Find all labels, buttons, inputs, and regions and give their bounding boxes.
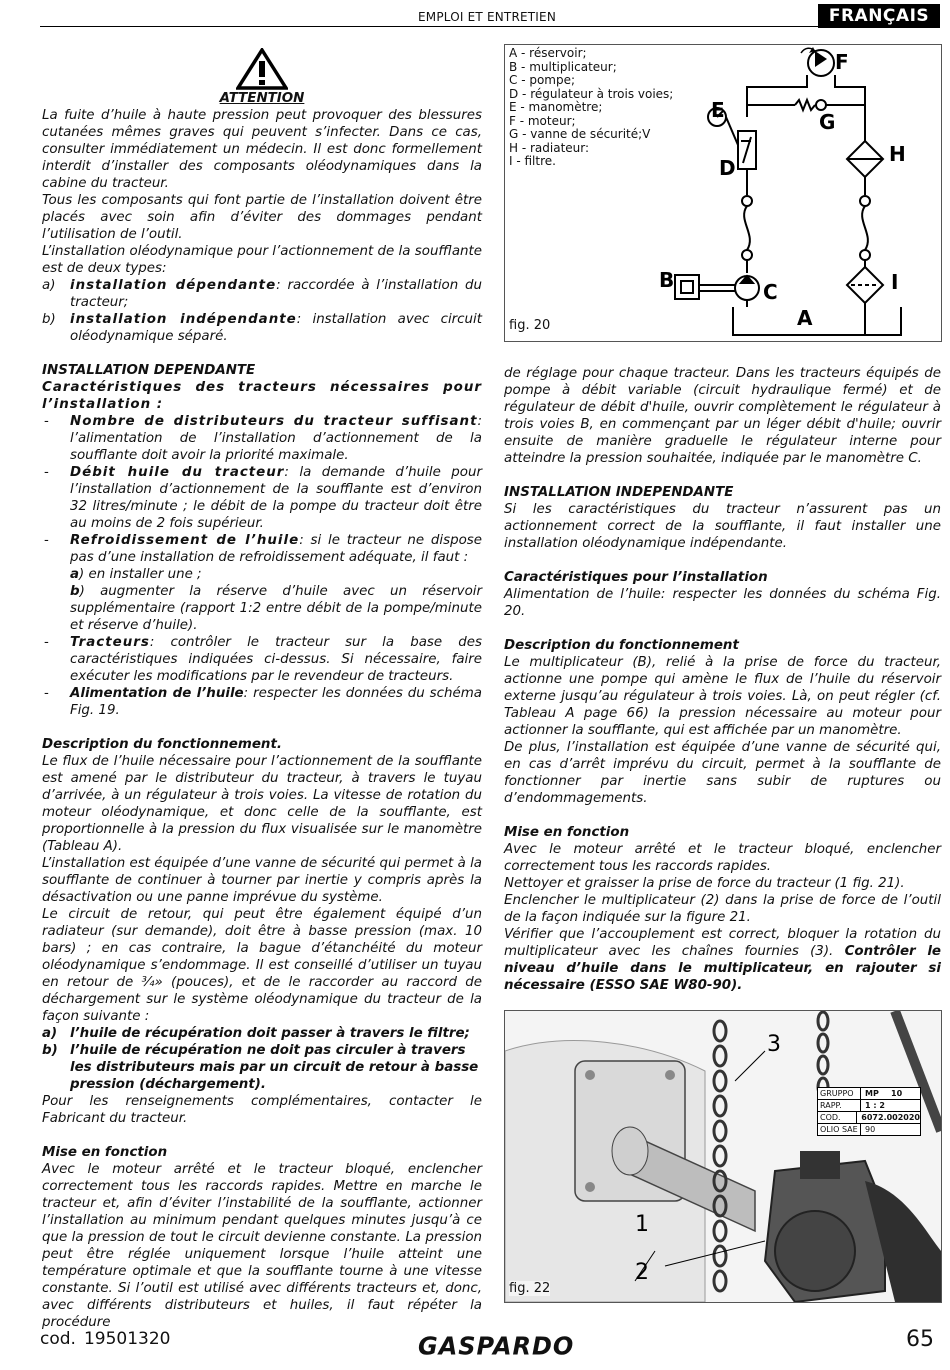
- callout-1: 1: [635, 1212, 649, 1237]
- mise-p4-text: Vérifier que l’accouplement est correct, bloquer la rotation du multiplicateur avec les chaînes fournies (3).: [504, 927, 941, 959]
- figure-22-photo: [504, 1010, 942, 1303]
- label-F: F: [835, 50, 849, 74]
- item2-bold: Débit huile du tracteur: [70, 465, 285, 480]
- right-mise-paragraph-2: Nettoyer et graisser la prise de force du tracteur (1 fig. 21).: [504, 876, 905, 891]
- right-desc-paragraph-2: De plus, l’installation est équipée d’une vanne de sécurité qui, en cas d’arrêt imprévu du circuit, permet à la soufflante de fonctionner par inertie sans subir de ruptures ou d’endommagements.: [504, 740, 941, 806]
- return-rule-b: [42, 1042, 482, 1093]
- rule-a-mark: a): [42, 1026, 58, 1041]
- plate-key: OLIO SAE: [818, 1124, 861, 1135]
- rule-b-mark: b): [42, 1043, 58, 1058]
- legend-item: A - réservoir;: [509, 46, 587, 60]
- item2-text: : la demande d’huile pour l’installation d’actionnement de la soufflante est d’environ 32 litres/minute ; le débit de la pompe du tracteur doit être au moins de 2 fois supérieur.: [70, 465, 482, 531]
- plate-value: 6072.002020: [861, 1113, 920, 1122]
- type-b-text: : installation avec circuit oléodynamique séparé.: [70, 312, 482, 344]
- dash-mark: -: [44, 635, 49, 650]
- label-G: G: [819, 110, 836, 134]
- desc-paragraph-2: L’installation est équipée d’une vanne de sécurité qui permet à la soufflante de continuer à tourner par inertie y compris après la désactivation ou une panne imprévue du système.: [42, 856, 482, 905]
- continued-paragraph: de réglage pour chaque tracteur. Dans les tracteurs équipés de pompe à débit variable (circuit hydraulique fermé) et de régulateur de débit d'huile, ouvrir complètement le régulateur à trois voies B, en commençant par un léger débit d'huile; ouvrir ensuite de manière graduelle le régulateur interne pour atteindre la pression souhaitée, indiquée par le manomètre C.: [504, 366, 941, 466]
- cod-label: cod.: [40, 1329, 76, 1349]
- legend-item: H - radiateur:: [509, 140, 590, 155]
- plate-value: 90: [865, 1125, 876, 1134]
- dep-item-2: [42, 464, 482, 532]
- legend-item: G - vanne de sécurité;V: [509, 127, 651, 141]
- nameplate: [817, 1087, 921, 1136]
- right-mise-paragraph-4: [504, 926, 941, 994]
- plate-key: GRUPPO: [818, 1088, 861, 1099]
- right-mise-paragraph-1: Avec le moteur arrêté et le tracteur bloqué, enclencher correctement tous les raccords rapides.: [504, 842, 941, 874]
- plate-value: 1 : 2: [865, 1101, 885, 1110]
- header-rule: [40, 26, 940, 27]
- label-D: D: [719, 156, 736, 180]
- dash-mark: -: [44, 533, 49, 548]
- callout-2: 2: [635, 1260, 649, 1285]
- dep-item-1: [42, 413, 482, 464]
- item5-bold: Alimentation de l’huile: [70, 686, 244, 701]
- plate-key: RAPP.: [818, 1100, 861, 1111]
- item3b-text: ) augmenter la réserve d’huile avec un réservoir supplémentaire (rapport 1:2 entre débit de la pompe/minute et réserve d’huile).: [70, 584, 482, 633]
- warning-triangle-icon: [236, 48, 288, 90]
- dash-mark: -: [44, 414, 49, 429]
- cod-value: 19501320: [83, 1329, 171, 1349]
- dep-title: INSTALLATION DEPENDANTE: [42, 363, 256, 378]
- figure-20-hydraulic-schematic: [504, 44, 942, 342]
- dash-mark: -: [44, 465, 49, 480]
- warning-block: [42, 48, 482, 107]
- legend-item: B - multiplicateur;: [509, 59, 617, 74]
- figure-20-caption: fig. 20: [509, 318, 551, 333]
- item1-bold: Nombre de distributeurs du tracteur suffisant: [70, 414, 478, 429]
- warning-paragraph-2: Tous les composants qui font partie de l’installation doivent être placés avec soin afin d’éviter des dommages pendant l’utilisation de l’outil.: [42, 193, 482, 242]
- item1-text: : l’alimentation de l’installation d’actionnement de la soufflante doit avoir la priorité maximale.: [70, 414, 482, 463]
- intro-paragraph: L’installation oléodynamique pour l’actionnement de la soufflante est de deux types:: [42, 244, 482, 276]
- page-number: 65: [906, 1327, 934, 1352]
- type-a-bold: installation dépendante: [70, 278, 277, 293]
- type-a-text: : raccordée à l’installation du tracteur;: [70, 278, 482, 310]
- rule-a-text: l’huile de récupération doit passer à travers le filtre;: [70, 1026, 470, 1041]
- nameplate-row: [818, 1088, 920, 1100]
- plate-value: MP: [865, 1089, 879, 1098]
- rule-b-text: l’huile de récupération ne doit pas circuler à travers les distributeurs mais par un circuit de retour à basse pression (déchargement).: [70, 1043, 479, 1092]
- label-E: E: [711, 98, 725, 122]
- dash-mark: -: [44, 686, 49, 701]
- nameplate-row: [818, 1100, 920, 1112]
- type-b-bold: installation indépendante: [70, 312, 297, 327]
- item3a-mark: a: [70, 567, 80, 582]
- type-a-item: [42, 277, 482, 311]
- right-mise-paragraph-3: Enclencher le multiplicateur (2) dans la prise de force de l’outil de la façon indiquée sur la figure 21.: [504, 893, 941, 925]
- mise-paragraph: Avec le moteur arrêté et le tracteur bloqué, enclencher correctement tous les raccords rapides. Mettre en marche le tracteur et, afin d’éviter l’instabilité de la soufflante, actionner l’installation au minimum pendant quelques minutes jusqu’à ce que la pression de tout le circuit devienne constante. La pression peut être réglée uniquement lorsque l’huile atteint une température optimale et que la soufflante tourne à une vitesse constante. Si l’outil est utilisé avec différents tracteurs et, donc, avec différents distributeurs et huiles, il faut répéter la procédure: [42, 1162, 482, 1330]
- indep-title: INSTALLATION INDEPENDANTE: [504, 485, 734, 500]
- label-A: A: [797, 306, 813, 330]
- right-mise-title: Mise en fonction: [504, 825, 630, 840]
- document-code: [40, 1329, 170, 1349]
- return-rule-a: [42, 1025, 482, 1042]
- item3b-mark: b: [70, 584, 80, 599]
- dep-item-5: [42, 685, 482, 719]
- item3-bold: Refroidissement de l’huile: [70, 533, 300, 548]
- running-header: EMPLOI ET ENTRETIEN: [418, 10, 556, 24]
- label-I: I: [891, 270, 899, 294]
- warning-title: ATTENTION: [219, 91, 305, 106]
- nameplate-row: [818, 1124, 920, 1135]
- indep-paragraph: Si les caractéristiques du tracteur n’assurent pas un actionnement correct de la soufflante, il faut installer une installation oléodynamique indépendante.: [504, 502, 941, 551]
- figure-22-caption: fig. 22: [509, 1281, 551, 1296]
- type-b-item: [42, 311, 482, 345]
- mise-title: Mise en fonction: [42, 1145, 168, 1160]
- left-column: [42, 48, 482, 1331]
- item4-bold: Tracteurs: [70, 635, 150, 650]
- desc-title: Description du fonctionnement.: [42, 737, 282, 752]
- dep-item-3a: [42, 566, 482, 583]
- carac-paragraph: Alimentation de l’huile: respecter les données du schéma Fig. 20.: [504, 587, 941, 619]
- legend-item: F - moteur;: [509, 113, 576, 128]
- dep-item-4: [42, 634, 482, 685]
- right-column: [504, 365, 941, 994]
- nameplate-row: [818, 1112, 920, 1124]
- multiplier-illustration: [505, 1011, 941, 1302]
- plate-key: COD.: [818, 1112, 857, 1123]
- dep-item-3: [42, 532, 482, 566]
- carac-title: Caractéristiques pour l’installation: [504, 570, 768, 585]
- item5-text: : respecter les données du schéma Fig. 19.: [70, 686, 482, 718]
- item3a-text: ) en installer une ;: [79, 567, 202, 582]
- legend-item: I - filtre.: [509, 154, 556, 168]
- dep-item-3b: [42, 583, 482, 634]
- label-H: H: [889, 142, 906, 166]
- legend-item: D - régulateur à trois voies;: [509, 86, 674, 101]
- desc-paragraph-4: Pour les renseignements complémentaires, contacter le Fabricant du tracteur.: [42, 1094, 482, 1126]
- mise-p4-bold: Contrôler le niveau d’huile dans le multiplicateur, en rajouter si nécessaire (ESSO SAE W80-90).: [504, 944, 941, 993]
- legend-item: E - manomètre;: [509, 100, 603, 114]
- brand-logo: GASPARDO: [418, 1331, 575, 1361]
- right-desc-title: Description du fonctionnement: [504, 638, 739, 653]
- plate-value: 10: [891, 1089, 903, 1098]
- right-desc-paragraph-1: Le multiplicateur (B), relié à la prise de force du tracteur, actionne une pompe qui amène le flux de l’huile du réservoir externe jusqu’au régulateur à trois voies. Là, on peut régler (cf. Tableau A page 66) la pression nécessaire au moteur pour actionner la soufflante, qui est affichée par un manomètre.: [504, 655, 941, 738]
- language-tab: FRANÇAIS: [818, 4, 940, 28]
- legend-item: C - pompe;: [509, 73, 576, 87]
- item3-text: : si le tracteur ne dispose pas d’une installation de refroidissement adéquate, il faut :: [70, 533, 482, 565]
- desc-paragraph-1: Le flux de l’huile nécessaire pour l’actionnement de la soufflante est amené par le distributeur du tracteur, à travers le tuyau d’arrivée, à un régulateur à trois voies. La vitesse de rotation du moteur oléodynamique, et donc celle de la soufflante, est proportionnelle à la pression du flux visualisée sur le manomètre (Tableau A).: [42, 754, 482, 854]
- label-B: B: [659, 268, 675, 292]
- type-a-mark: a): [42, 278, 56, 293]
- hydraulic-schematic: [505, 45, 941, 341]
- dep-subtitle: Caractéristiques des tracteurs nécessaires pour l’installation :: [42, 380, 482, 412]
- type-b-mark: b): [42, 312, 56, 327]
- warning-paragraph: La fuite d’huile à haute pression peut provoquer des blessures cutanées mêmes graves qui peuvent s’infecter. Dans ce cas, consulter immédiatement un médecin. Il est donc formellement interdit d’installer des composants oléodynamiques dans la cabine du tracteur.: [42, 108, 482, 191]
- callout-3: 3: [767, 1032, 781, 1057]
- item4-text: : contrôler le tracteur sur la base des caractéristiques indiquées ci-dessus. Si nécessaire, faire exécuter les modifications par le revendeur de tracteurs.: [70, 635, 482, 684]
- label-C: C: [763, 280, 778, 304]
- desc-paragraph-3: Le circuit de retour, qui peut être également équipé d’un radiateur (sur demande), doit être à basse pression (max. 10 bars) ; en cas contraire, la bague d’étanchéité du moteur oléodynamique s’endommage. Il est conseillé d’utiliser un tuyau en retour de ¾» (pouces), et de le raccorder au raccord de déchargement sur le système oléodynamique du tracteur de la façon suivante :: [42, 907, 482, 1024]
